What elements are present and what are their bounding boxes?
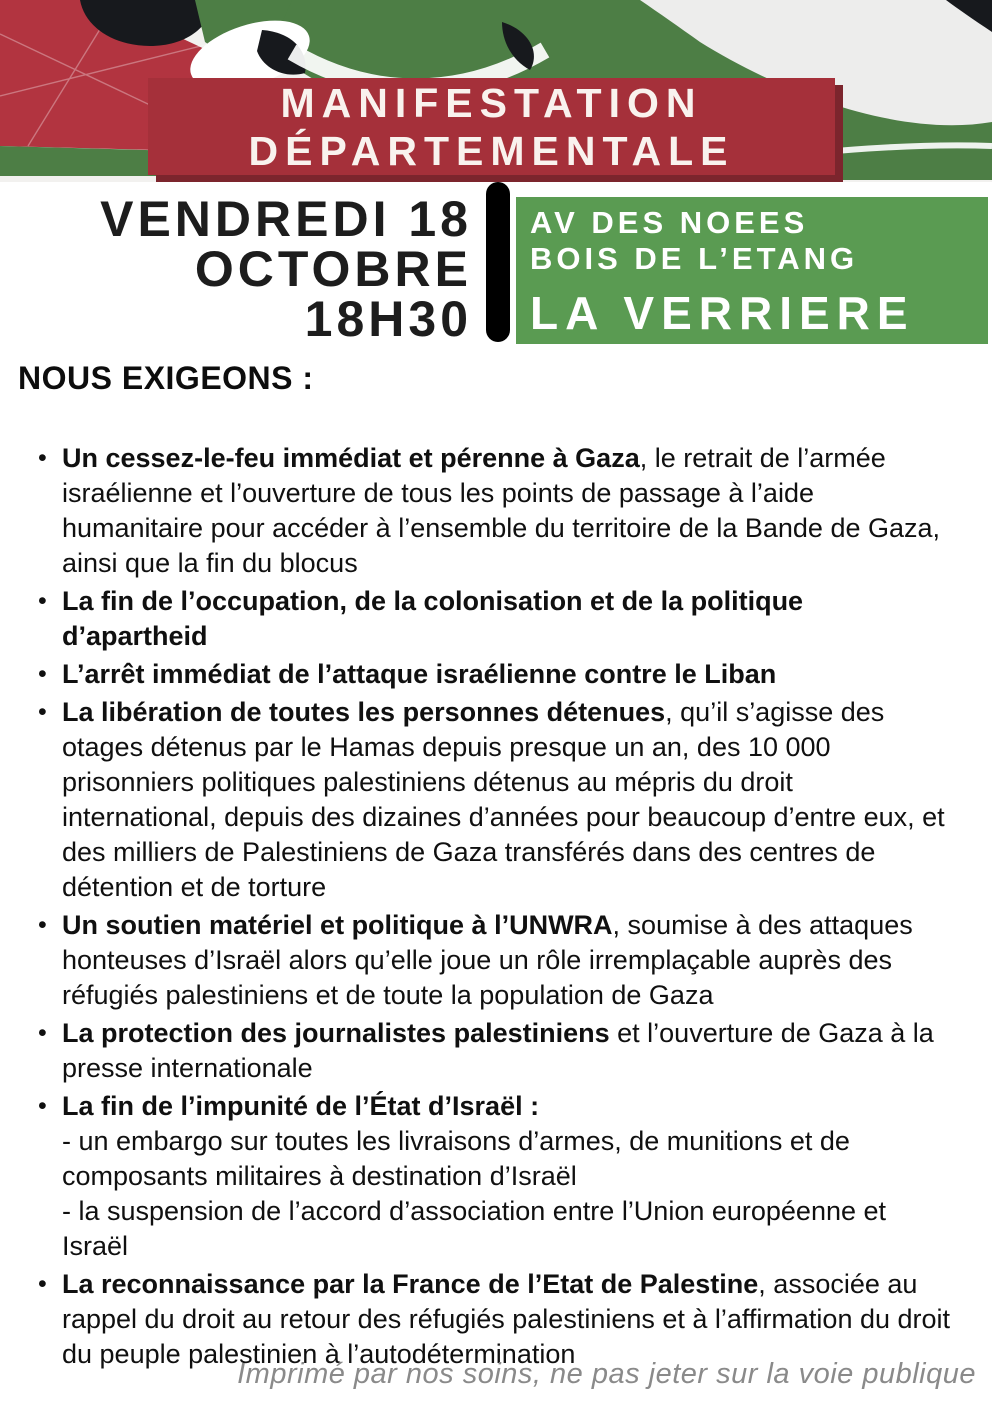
demand-lead: Un soutien matériel et politique à l’UNWRA [62,910,613,940]
demands-list [36,441,952,1375]
demand-rest: et l’ouverture de Gaza à la presse internationale [62,1018,934,1083]
bullet-icon: • [38,1092,47,1120]
demand-item [36,1089,952,1264]
demand-item [36,657,952,692]
banner-line-2: DÉPARTEMENTALE [248,127,735,174]
demand-lead: L’arrêt immédiat de l’attaque israélienne contre le Liban [62,659,777,689]
bullet-icon: • [38,1019,47,1047]
demand-rest: , soumise à des attaques honteuses d’Israël alors qu’elle joue un rôle irremplaçable auprès des réfugiés palestiniens et de toute la population de Gaza [62,910,913,1010]
demand-lead: Un cessez-le-feu immédiat et pérenne à Gaza [62,443,640,473]
bullet-icon: • [38,660,47,688]
demand-subline: - la suspension de l’accord d’association entre l’Union européenne et Israël [62,1196,887,1261]
bullet-icon: • [38,587,47,615]
demands-heading: NOUS EXIGEONS : [18,360,314,396]
demand-item [36,1267,952,1372]
banner-line-1: MANIFESTATION [280,79,703,126]
date-line-2: OCTOBRE [194,241,472,297]
title-banner [148,78,835,175]
demand-lead: La fin de l’impunité de l’État d’Israël : [62,1091,540,1121]
demand-item [36,441,952,581]
bullet-icon: • [38,911,47,939]
divider-bar [486,182,510,342]
location-city: LA VERRIERE [530,287,915,339]
event-location [516,197,988,344]
event-date [0,191,472,347]
bullet-icon: • [38,698,47,726]
demand-item [36,1016,952,1086]
demand-item [36,584,952,654]
demand-lead: La protection des journalistes palestiniens [62,1018,610,1048]
location-address-2: BOIS DE L’ETANG [530,241,859,276]
location-address-1: AV DES NOEES [530,205,809,240]
footer-note: Imprimé par nos soins, ne pas jeter sur la voie publique [237,1358,976,1390]
demand-rest: , le retrait de l’armée israélienne et l’ouverture de tous les points de passage à l’aide humanitaire pour accéder à l’ensemble du territoire de la Bande de Gaza, ainsi que la fin du blocus [62,443,941,578]
demand-rest: , qu’il s’agisse des otages détenus par le Hamas depuis presque un an, des 10 000 prisonniers politiques palestiniens détenus au mépris du droit international, depuis des dizaines d’années pour beaucoup d’entre eux, et des milliers de Palestiniens de Gaza transférés dans des centres de détention et de torture [62,697,945,902]
demand-lead: La reconnaissance par la France de l’Etat de Palestine [62,1269,759,1299]
demand-item [36,908,952,1013]
demand-lead: La fin de l’occupation, de la colonisation et de la politique d’apartheid [62,586,804,651]
date-line-3: 18H30 [304,291,472,347]
bullet-icon: • [38,1270,47,1298]
demand-subline: - un embargo sur toutes les livraisons d’armes, de munitions et de composants militaires à destination d’Israël [62,1126,850,1191]
demand-lead: La libération de toutes les personnes détenues [62,697,666,727]
demand-item [36,695,952,905]
date-line-1: VENDREDI 18 [100,191,472,247]
bullet-icon: • [38,444,47,472]
demand-rest: , associée au rappel du droit au retour des réfugiés palestiniens et à l’affirmation du droit du peuple palestinien à l’autodétermination [62,1269,951,1369]
